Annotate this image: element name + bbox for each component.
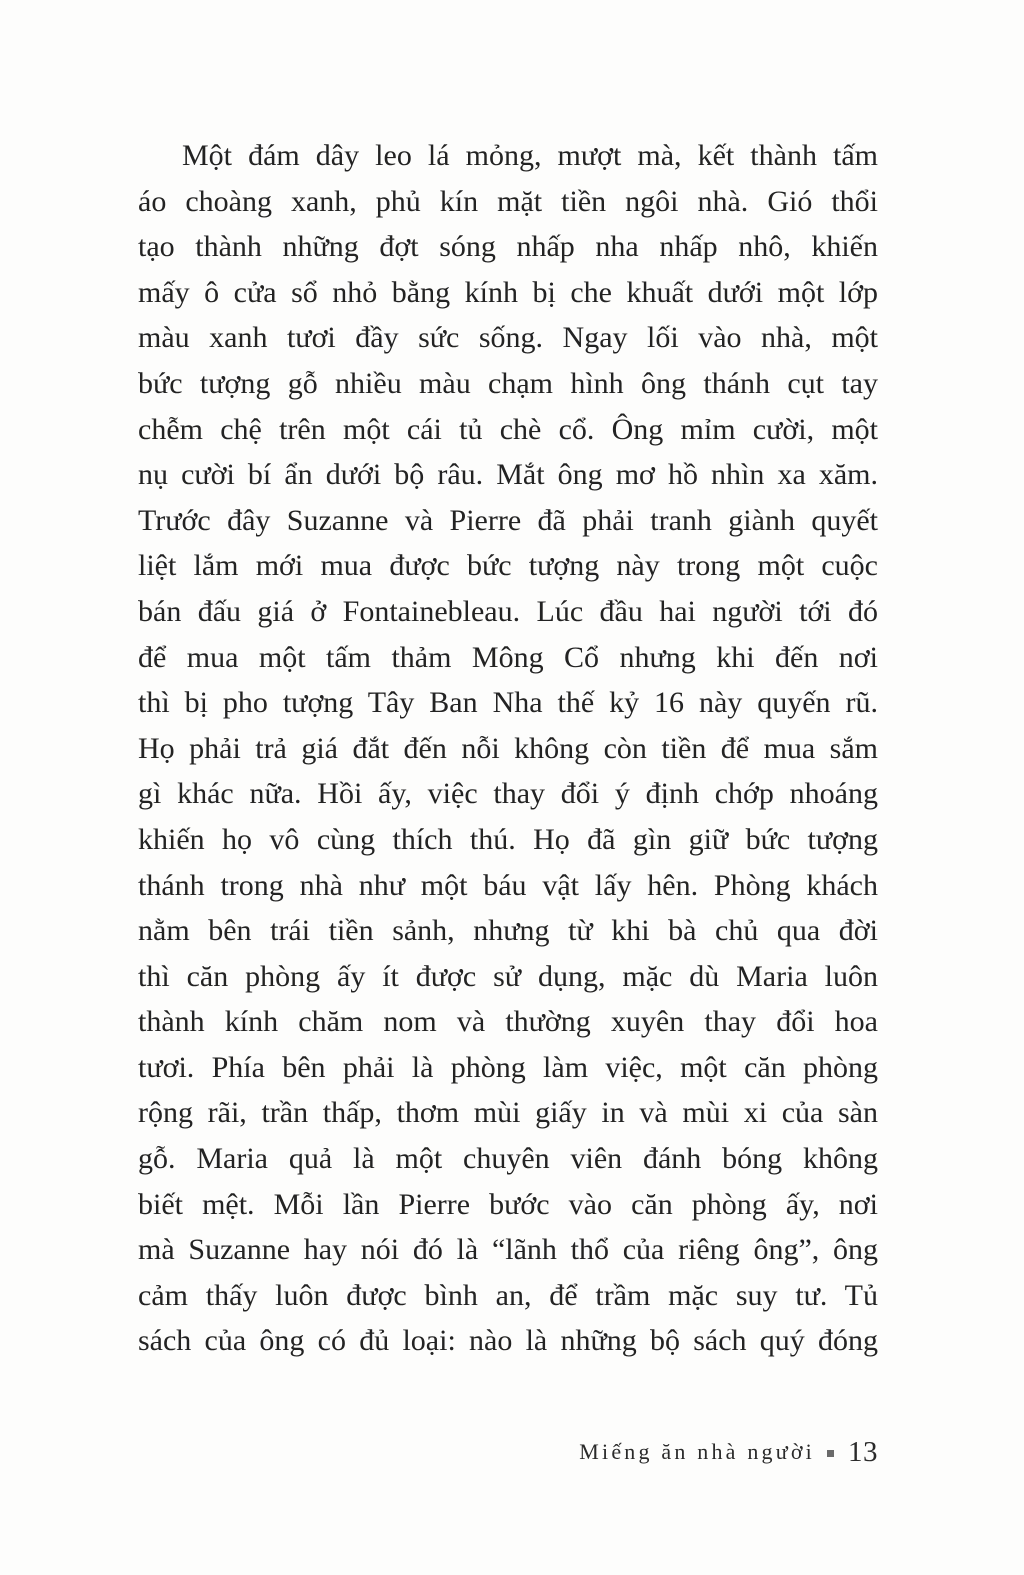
text-line: để mua một tấm thảm Mông Cổ nhưng khi đến nơi xyxy=(138,640,878,674)
text-line: sách của ông có đủ loại: nào là những bộ sách quý đóng xyxy=(138,1324,878,1358)
body-paragraph xyxy=(138,133,878,1364)
text-line: gì khác nữa. Hồi ấy, việc thay đổi ý định chớp nhoáng xyxy=(138,777,878,811)
running-footer xyxy=(579,1432,878,1472)
text-line: thánh trong nhà như một báu vật lấy hên. Phòng khách xyxy=(138,868,878,902)
text-line: Họ phải trả giá đắt đến nỗi không còn tiền để mua sắm xyxy=(138,731,878,765)
text-line: Một đám dây leo lá mỏng, mượt mà, kết thành tấm xyxy=(182,139,878,172)
text-line: thành kính chăm nom và thường xuyên thay đổi hoa xyxy=(138,1005,878,1039)
text-line: nụ cười bí ẩn dưới bộ râu. Mắt ông mơ hồ nhìn xa xăm. xyxy=(138,458,878,492)
page-number: 13 xyxy=(848,1435,878,1468)
text-line: Trước đây Suzanne và Pierre đã phải tranh giành quyết xyxy=(138,503,878,537)
footer-separator-square-icon xyxy=(827,1450,834,1457)
text-line: thì căn phòng ấy ít được sử dụng, mặc dù Maria luôn xyxy=(138,959,878,993)
text-line: mà Suzanne hay nói đó là “lãnh thổ của riêng ông”, ông xyxy=(138,1233,878,1267)
text-line: thì bị pho tượng Tây Ban Nha thế kỷ 16 này quyến rũ. xyxy=(138,686,878,720)
footer-book-title: Miếng ăn nhà người xyxy=(579,1439,815,1464)
text-line: cảm thấy luôn được bình an, để trầm mặc suy tư. Tủ xyxy=(138,1278,878,1312)
text-line: tươi. Phía bên phải là phòng làm việc, một căn phòng xyxy=(138,1050,878,1084)
text-line: liệt lắm mới mua được bức tượng này trong một cuộc xyxy=(138,549,878,583)
text-line: tạo thành những đợt sóng nhấp nha nhấp nhô, khiến xyxy=(138,230,878,264)
text-line: màu xanh tươi đầy sức sống. Ngay lối vào nhà, một xyxy=(138,321,878,355)
text-line: bán đấu giá ở Fontainebleau. Lúc đầu hai người tới đó xyxy=(138,594,878,628)
text-line: bức tượng gỗ nhiều màu chạm hình ông thánh cụt tay xyxy=(138,366,878,400)
text-line: khiến họ vô cùng thích thú. Họ đã gìn giữ bức tượng xyxy=(138,822,878,856)
text-line: áo choàng xanh, phủ kín mặt tiền ngôi nhà. Gió thổi xyxy=(138,184,878,218)
text-line: mấy ô cửa sổ nhỏ bằng kính bị che khuất dưới một lớp xyxy=(138,275,878,309)
text-line: chễm chệ trên một cái tủ chè cổ. Ông mỉm cười, một xyxy=(138,412,878,446)
text-line: nằm bên trái tiền sảnh, nhưng từ khi bà chủ qua đời xyxy=(138,914,878,948)
text-line: gỗ. Maria quả là một chuyên viên đánh bóng không xyxy=(138,1142,878,1176)
text-line: rộng rãi, trần thấp, thơm mùi giấy in và mùi xi của sàn xyxy=(138,1096,878,1130)
text-line: biết mệt. Mỗi lần Pierre bước vào căn phòng ấy, nơi xyxy=(138,1187,878,1221)
